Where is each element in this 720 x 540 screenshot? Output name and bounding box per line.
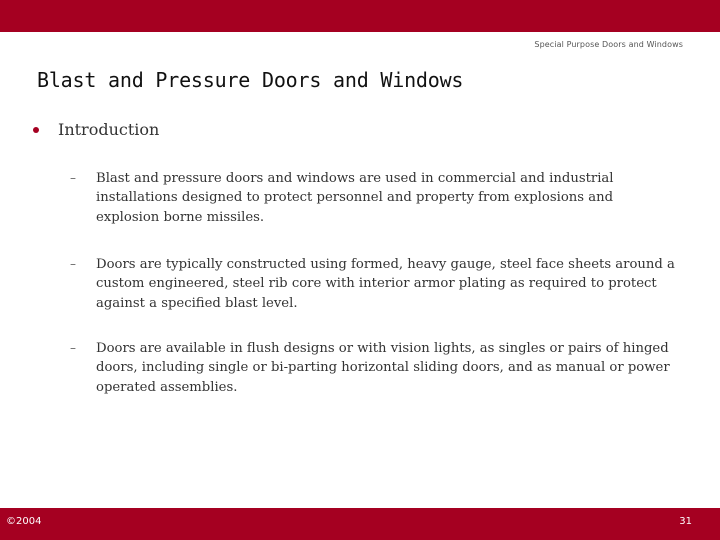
sub-bullet-2 [70,255,680,313]
bullet-dot-icon [33,127,39,133]
footer-bar [0,508,720,540]
dash-icon: – [70,341,76,355]
copyright-text: ©2004 [6,516,42,527]
dash-icon: – [70,257,76,271]
bullet-label: Introduction [58,120,160,139]
page-number: 31 [679,516,692,527]
sub-bullet-text: Doors are available in flush designs or with vision lights, as singles or pairs of hinged doors, including single or bi-parting horizontal sliding doors, and as manual or power operated assemblies. [96,341,670,395]
dash-icon: – [70,171,76,185]
sub-bullet-text: Blast and pressure doors and windows are used in commercial and industrial installations designed to protect personnel and property from explosions and explosion borne missiles. [96,171,614,225]
top-banner [0,0,720,32]
header-caption: Special Purpose Doors and Windows [534,40,683,49]
sub-bullet-3 [70,339,680,397]
sub-bullet-1 [70,169,680,227]
slide-title: Blast and Pressure Doors and Windows [37,68,464,92]
sub-bullet-text: Doors are typically constructed using formed, heavy gauge, steel face sheets around a custom engineered, steel rib core with interior armor plating as required to protect against a specified blast level. [96,257,675,311]
bullet-item-introduction [33,120,159,139]
